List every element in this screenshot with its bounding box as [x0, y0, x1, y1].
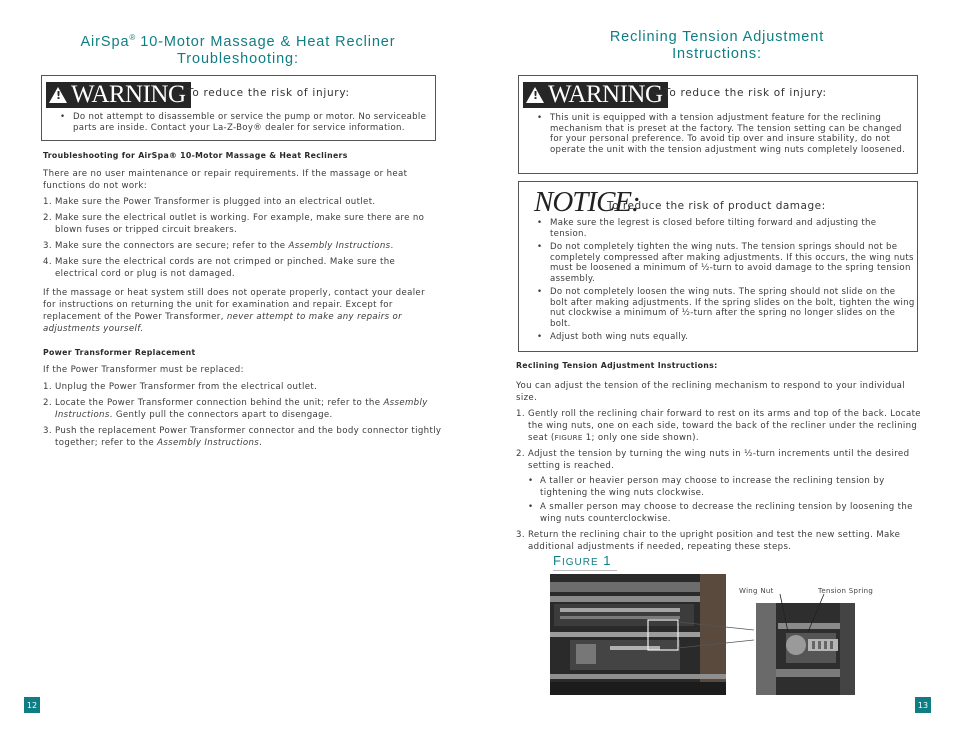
- page-number-left: 12: [24, 697, 40, 713]
- label-pointer-lines: [778, 594, 838, 634]
- warning-triangle-icon: [49, 87, 67, 103]
- figure-title: FIGURE 1: [553, 553, 612, 568]
- left-heading-suffix: 10-Motor Massage & Heat Recliner: [135, 33, 396, 50]
- list-item: • Adjust both wing nuts equally.: [537, 332, 915, 343]
- list-item: 3. Make sure the connectors are secure; refer to the Assembly Instructions.: [43, 241, 394, 251]
- section1-title: Troubleshooting for AirSpa® 10-Motor Massage & Heat Recliners: [43, 151, 348, 160]
- right-heading-line1: Reclining Tension Adjustment: [609, 29, 825, 45]
- right-section-title: Reclining Tension Adjustment Instructions:: [516, 361, 718, 370]
- label-wing-nut: Wing Nut: [739, 587, 774, 595]
- figure-callout-lines: [676, 620, 756, 650]
- section1-outro: If the massage or heat system still does not operate properly, contact your dealer for instructions on returning the unit for examination and repair. Except for replacement of the Power Transformer, never attempt to make any repairs or adjustments yourself.: [43, 288, 425, 334]
- notice-lead: To reduce the risk of product damage:: [607, 200, 826, 212]
- left-warning-word: WARNING: [71, 81, 186, 108]
- registered-mark: ®: [129, 33, 136, 42]
- right-steps: [516, 408, 922, 557]
- notice-box: [518, 181, 918, 352]
- list-item: • This unit is equipped with a tension adjustment feature for the reclining mechanism that is preset at the factory. The tension setting can be changed for your personal preference. To avoid tip over and insure stability, do not operate the unit with the tension adjustment wing nuts completely loosened.: [537, 113, 909, 155]
- left-heading-prefix: AirSpa: [80, 33, 130, 50]
- notice-word: NOTICE:: [534, 186, 640, 218]
- right-warning-box: [518, 75, 918, 174]
- section2-title: Power Transformer Replacement: [43, 348, 196, 357]
- label-tension-spring: Tension Spring: [818, 587, 874, 595]
- right-heading-line2: Instructions:: [672, 46, 762, 62]
- list-item: • A taller or heavier person may choose to increase the reclining tension by tightening the wing nuts clockwise.: [528, 475, 922, 499]
- figure-rule: [553, 570, 617, 571]
- right-heading: [517, 29, 917, 63]
- left-heading-line2: Troubleshooting:: [177, 50, 299, 67]
- list-item: 3. Return the reclining chair to the upright position and test the new setting. Make additional adjustments if needed, repeating these steps.: [516, 530, 901, 552]
- left-warning-box: [41, 75, 436, 141]
- notice-list: [537, 218, 915, 343]
- list-item: • A smaller person may choose to decrease the reclining tension by loosening the wing nuts counterclockwise.: [528, 501, 922, 525]
- list-item: • Do not completely loosen the wing nuts. The spring should not slide on the bolt after making adjustments. If the spring slides on the bolt, tighten the wing nut clockwise a minimum of ½-turn after the spring no longer slides on the bolt.: [537, 287, 915, 329]
- left-warning-badge: [46, 82, 191, 108]
- left-warning-list: [60, 112, 430, 133]
- list-item: • Do not attempt to disassemble or service the pump or motor. No serviceable parts are inside. Contact your La-Z-Boy® dealer for service information.: [60, 112, 430, 133]
- right-warning-list: [537, 113, 909, 155]
- left-heading: [40, 29, 436, 68]
- list-item: 1. Gently roll the reclining chair forward to rest on its arms and top of the back. Locate the wing nuts, one on each side, toward the back of the recliner under the reclining seat (FIGURE 1; only one side shown).: [516, 409, 921, 443]
- list-item: 4. Make sure the electrical cords are not crimped or pinched. Make sure the electrical cord or plug is not damaged.: [43, 257, 396, 279]
- step2-list: [528, 475, 922, 525]
- right-warning-word: WARNING: [548, 81, 663, 108]
- section2-steps: [43, 381, 443, 453]
- list-item: • Make sure the legrest is closed before tilting forward and adjusting the tension.: [537, 218, 915, 239]
- right-warning-lead: – To reduce the risk of injury:: [654, 87, 827, 99]
- list-item: 2. Make sure the electrical outlet is working. For example, make sure there are no blown fuses or tripped circuit breakers.: [43, 213, 425, 235]
- warning-triangle-icon: [526, 87, 544, 103]
- list-item: 2. Adjust the tension by turning the wing nuts in ½-turn increments until the desired setting is reached. • A taller or heavier person may choose to increase the reclining tension by tightening the wing nuts clockwise. • A smaller person may choose to decrease the reclining tension by loosening the wing nuts counterclockwise.: [516, 448, 922, 525]
- right-intro: You can adjust the tension of the reclining mechanism to respond to your individual size.: [516, 381, 906, 403]
- list-item: 1. Make sure the Power Transformer is plugged into an electrical outlet.: [43, 197, 376, 207]
- callout-connector: [676, 620, 756, 650]
- right-warning-badge: [523, 82, 668, 108]
- left-warning-lead: – To reduce the risk of injury:: [177, 87, 350, 99]
- list-item: 3. Push the replacement Power Transformer connector and the body connector tightly together; refer to the Assembly Instructions.: [43, 426, 442, 448]
- section2-intro: If the Power Transformer must be replaced:: [43, 365, 244, 375]
- list-item: 2. Locate the Power Transformer connection behind the unit; refer to the Assembly Instructions. Gently pull the connectors apart to disengage.: [43, 398, 428, 420]
- list-item: • Do not completely tighten the wing nuts. The tension springs should not be completely compressed after making adjustments. If this occurs, the wing nuts must be loosened a minimum of ½-turn to avoid damage to the spring tension assembly.: [537, 242, 915, 284]
- page-number-right: 13: [915, 697, 931, 713]
- section1-intro: There are no user maintenance or repair requirements. If the massage or heat functions do not work:: [43, 169, 408, 191]
- list-item: 1. Unplug the Power Transformer from the electrical outlet.: [43, 382, 318, 392]
- section1-steps: [43, 196, 440, 284]
- label-pointers: [778, 594, 838, 634]
